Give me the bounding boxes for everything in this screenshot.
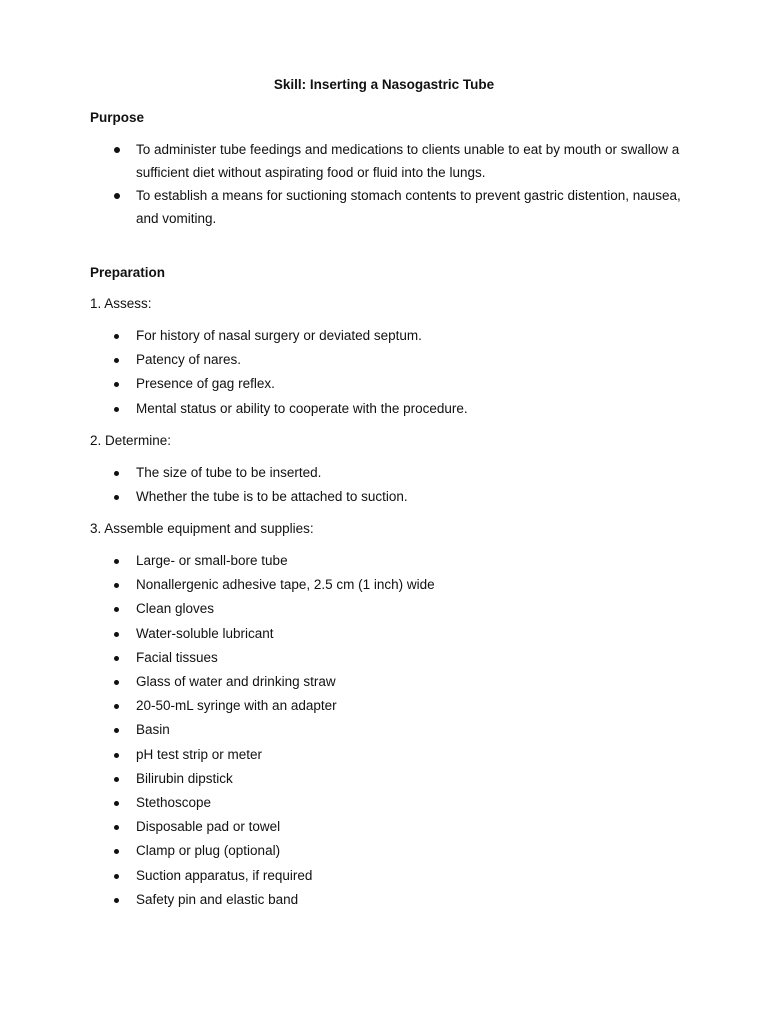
list-item: Presence of gag reflex. <box>0 372 768 396</box>
list-item: Whether the tube is to be attached to suction. <box>0 485 768 509</box>
document-title: Skill: Inserting a Nasogastric Tube <box>273 77 495 92</box>
list-item: For history of nasal surgery or deviated septum. <box>0 324 768 348</box>
step-equipment-label: 3. Assemble equipment and supplies: <box>90 521 314 536</box>
list-item: Mental status or ability to cooperate with the procedure. <box>0 397 768 421</box>
preparation-heading: Preparation <box>90 265 166 280</box>
list-item: Glass of water and drinking straw <box>0 670 768 694</box>
list-item: Suction apparatus, if required <box>0 864 768 888</box>
list-item: Stethoscope <box>0 791 768 815</box>
list-item: Water-soluble lubricant <box>0 622 768 646</box>
purpose-heading: Purpose <box>90 110 145 125</box>
purpose-list <box>0 138 768 230</box>
step-determine-label: 2. Determine: <box>90 433 172 448</box>
list-item: Clamp or plug (optional) <box>0 839 768 863</box>
equipment-list <box>0 549 768 912</box>
list-item: pH test strip or meter <box>0 743 768 767</box>
list-item: To establish a means for suctioning stomach contents to prevent gastric distention, nausea, and vomiting. <box>0 184 696 230</box>
list-item: Patency of nares. <box>0 348 768 372</box>
list-item: 20-50-mL syringe with an adapter <box>0 694 768 718</box>
list-item: Disposable pad or towel <box>0 815 768 839</box>
assess-list <box>0 324 768 421</box>
list-item: Large- or small-bore tube <box>0 549 768 573</box>
list-item: Basin <box>0 718 768 742</box>
list-item: Safety pin and elastic band <box>0 888 768 912</box>
determine-list <box>0 461 768 509</box>
list-item: Clean gloves <box>0 597 768 621</box>
list-item: Nonallergenic adhesive tape, 2.5 cm (1 inch) wide <box>0 573 768 597</box>
step-assess-label: 1. Assess: <box>90 296 152 311</box>
list-item: Facial tissues <box>0 646 768 670</box>
list-item: To administer tube feedings and medications to clients unable to eat by mouth or swallow a sufficient diet without aspirating food or fluid into the lungs. <box>0 138 696 184</box>
list-item: Bilirubin dipstick <box>0 767 768 791</box>
list-item: The size of tube to be inserted. <box>0 461 768 485</box>
